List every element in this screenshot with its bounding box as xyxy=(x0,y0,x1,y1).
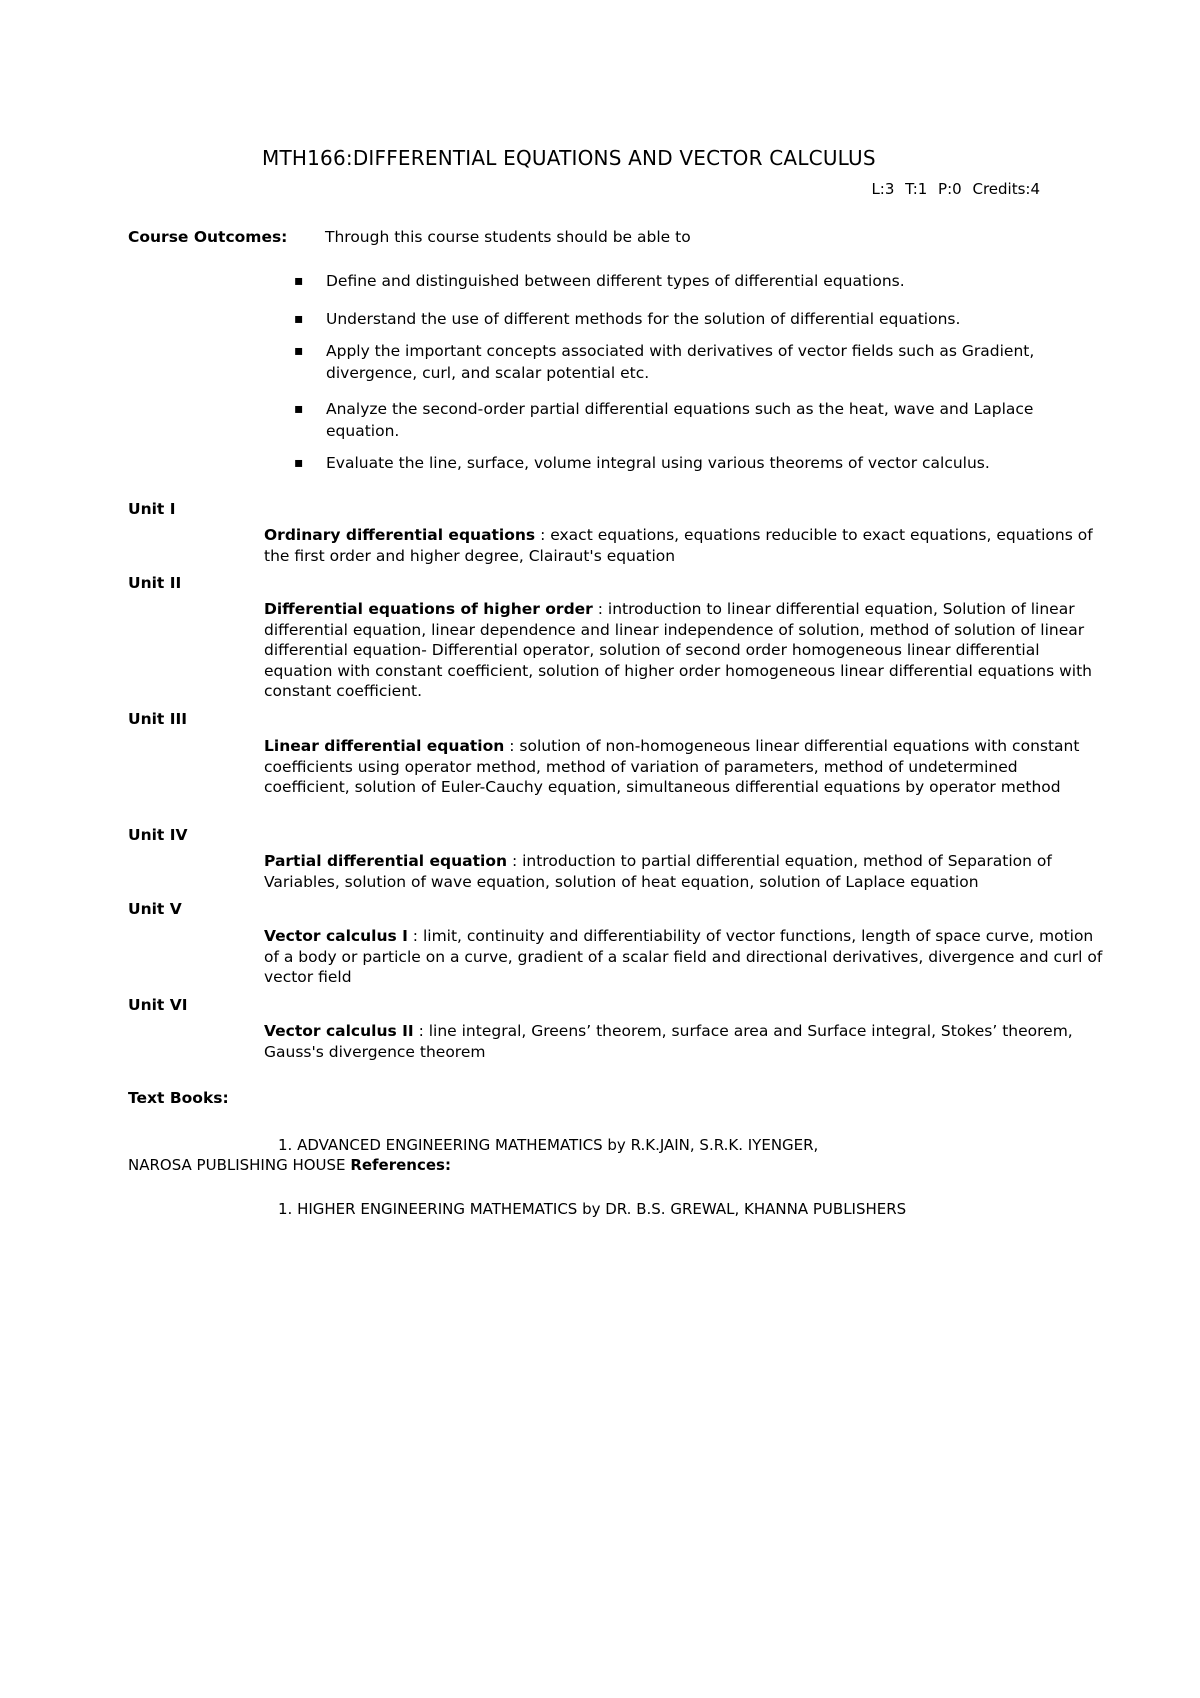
outcome-item xyxy=(292,270,1102,292)
unit-heading: Vector calculus II xyxy=(264,1022,414,1040)
credits-line: L:3 T:1 P:0 Credits:4 xyxy=(871,180,1040,198)
references-label: References: xyxy=(350,1156,451,1174)
unit-label: Unit IV xyxy=(128,826,188,844)
unit-description xyxy=(264,736,1104,798)
unit-text: : introduction to partial differential equation, method of Separation of Variables, solution of wave equation, solution of heat equation, solution of Laplace equation xyxy=(264,852,1052,891)
unit-text: : limit, continuity and differentiability of vector functions, length of space curve, motion of a body or particle on a curve, gradient of a scalar field and directional derivatives, divergence and curl of vector field xyxy=(264,927,1103,986)
unit-text: : line integral, Greens’ theorem, surface area and Surface integral, Stokes’ theorem, Gauss's divergence theorem xyxy=(264,1022,1073,1061)
unit-description xyxy=(264,926,1104,988)
unit-description xyxy=(264,851,1104,892)
unit-text: : exact equations, equations reducible to exact equations, equations of the first order and higher degree, Clairaut's equation xyxy=(264,526,1093,565)
unit-label: Unit II xyxy=(128,574,182,592)
unit-label: Unit VI xyxy=(128,996,188,1014)
unit-description xyxy=(264,525,1104,566)
course-outcomes-intro: Through this course students should be able to xyxy=(325,228,691,246)
text-book-1-publisher xyxy=(128,1156,451,1174)
outcome-text: Analyze the second-order partial differential equations such as the heat, wave and Laplace equation. xyxy=(326,400,1034,440)
course-outcomes-list xyxy=(292,270,1102,474)
unit-label: Unit III xyxy=(128,710,188,728)
bullet-icon: ▪ xyxy=(294,311,304,327)
reference-1: 1. HIGHER ENGINEERING MATHEMATICS by DR. B.S. GREWAL, KHANNA PUBLISHERS xyxy=(278,1200,907,1218)
outcome-text: Apply the important concepts associated with derivatives of vector fields such as Gradient, divergence, curl, and scalar potential etc. xyxy=(326,342,1035,382)
outcome-item xyxy=(292,398,1102,442)
unit-label: Unit I xyxy=(128,500,176,518)
bullet-icon: ▪ xyxy=(294,343,304,359)
text-books-label: Text Books: xyxy=(128,1089,229,1107)
outcome-item xyxy=(292,340,1102,384)
unit-heading: Linear differential equation xyxy=(264,737,505,755)
publisher-text: NAROSA PUBLISHING HOUSE xyxy=(128,1156,351,1174)
outcome-text: Evaluate the line, surface, volume integral using various theorems of vector calculus. xyxy=(326,454,990,472)
unit-heading: Partial differential equation xyxy=(264,852,508,870)
outcome-item xyxy=(292,452,1102,474)
bullet-icon: ▪ xyxy=(294,273,304,289)
course-outcomes-label: Course Outcomes: xyxy=(128,228,288,246)
unit-heading: Differential equations of higher order xyxy=(264,600,593,618)
page-title: MTH166:DIFFERENTIAL EQUATIONS AND VECTOR CALCULUS xyxy=(262,146,876,170)
unit-heading: Vector calculus I xyxy=(264,927,408,945)
unit-text: : introduction to linear differential equation, Solution of linear differential equation, linear dependence and linear independence of solution, method of solution of linear differential equation- Differential operator, solution of second order homogeneous linear differential equation with constant coefficient, solution of higher order homogeneous linear differential equations with constant coefficient. xyxy=(264,600,1092,700)
bullet-icon: ▪ xyxy=(294,455,304,471)
outcome-text: Define and distinguished between different types of differential equations. xyxy=(326,272,905,290)
unit-text: : solution of non-homogeneous linear differential equations with constant coefficients using operator method, method of variation of parameters, method of undetermined coefficient, solution of Euler-Cauchy equation, simultaneous differential equations by operator method xyxy=(264,737,1080,796)
unit-heading: Ordinary differential equations xyxy=(264,526,536,544)
unit-label: Unit V xyxy=(128,900,182,918)
text-book-1: 1. ADVANCED ENGINEERING MATHEMATICS by R.K.JAIN, S.R.K. IYENGER, xyxy=(278,1136,819,1154)
unit-description xyxy=(264,1021,1104,1062)
outcome-item xyxy=(292,308,1102,330)
unit-description xyxy=(264,599,1104,702)
bullet-icon: ▪ xyxy=(294,401,304,417)
outcome-text: Understand the use of different methods for the solution of differential equations. xyxy=(326,310,961,328)
